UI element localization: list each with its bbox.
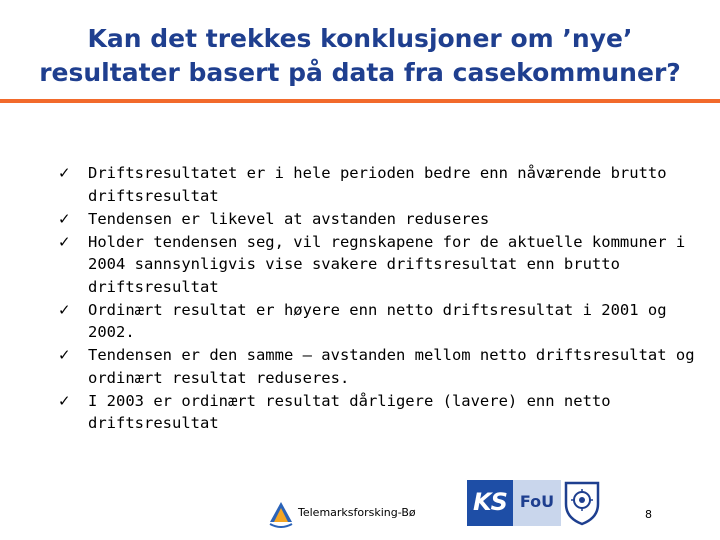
telemarksforsking-logo-icon [268,500,294,528]
bullet-item [58,390,698,435]
bullet-text: I 2003 er ordinært resultat dårligere (lavere) enn netto driftsresultat [88,391,611,432]
bullet-item [58,231,698,299]
bullet-item [58,344,698,389]
bullet-text: Tendensen er den samme – avstanden mellom netto driftsresultat og ordinært resultat reduseres. [88,346,695,387]
bullet-list [58,162,698,435]
bullet-item [58,299,698,344]
bullet-text: Tendensen er likevel at avstanden reduseres [88,209,490,228]
checkmark-icon: ✓ [58,164,71,182]
checkmark-icon: ✓ [58,391,71,410]
coat-of-arms-icon [563,480,601,526]
ks-logo [467,480,513,526]
bullet-text: Holder tendensen seg, vil regnskapene for de aktuelle kommuner i 2004 sannsynligvis vise svakere driftsresultat enn brutto driftsresultat [88,232,686,296]
bullet-item [58,162,698,207]
bullet-text: Ordinært resultat er høyere enn netto driftsresultat i 2001 og 2002. [88,300,667,341]
checkmark-icon: ✓ [58,300,71,319]
title-line-1: Kan det trekkes konklusjoner om ’nye’ [87,24,633,53]
fou-logo [513,480,561,526]
bullet-text: Driftsresultatet er i hele perioden bedre enn nåværende brutto driftsresultat [88,164,667,205]
ks-label: KS [473,488,507,516]
title-divider [0,99,720,103]
title-line-2: resultater basert på data fra casekommuner? [39,58,681,87]
org-name: Telemarksforsking-Bø [298,506,416,519]
checkmark-icon: ✓ [58,232,71,251]
fou-label: FoU [519,492,555,511]
page-number: 8 [645,508,652,521]
slide-title [0,22,720,90]
checkmark-icon: ✓ [58,346,71,364]
checkmark-icon: ✓ [58,209,71,228]
bullet-item [58,208,698,231]
